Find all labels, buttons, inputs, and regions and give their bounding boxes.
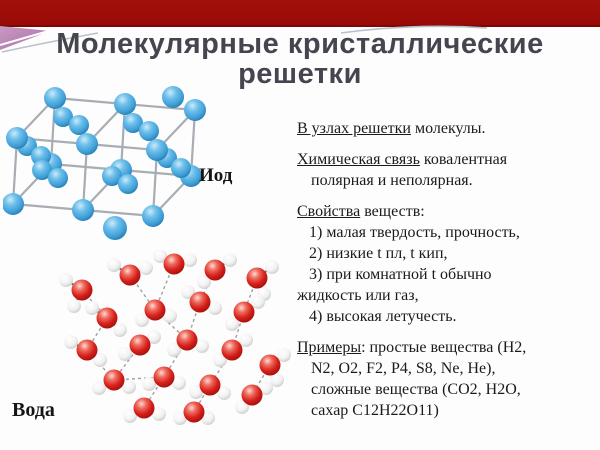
iodine-lattice-image [3, 86, 208, 246]
text-line: полярная и неполярная. [311, 172, 473, 189]
water-label: Вода [12, 399, 55, 421]
text-line: 4) высокая летучесть. [309, 308, 457, 325]
page-title-line1: Молекулярные кристаллические [56, 28, 544, 60]
water-structure-image [52, 250, 297, 428]
text-line: сложные вещества (CO2, H2O, [311, 381, 521, 398]
page-title-line2: решетки [238, 58, 362, 90]
text-line: Примеры: простые вещества (H2, [297, 339, 527, 356]
text-line: В узлах решетки молекулы. [297, 120, 486, 137]
header-bar [0, 0, 600, 27]
properties-text [297, 118, 565, 421]
text-line: жидкость или газ, [297, 287, 419, 304]
text-line: N2, O2, F2, P4, S8, Ne, He), [311, 360, 496, 377]
text-line: 1) малая твердость, прочность, [309, 224, 520, 241]
text-line: 3) при комнатной t обычно [309, 266, 492, 283]
iodine-label: Иод [199, 165, 233, 186]
text-line: Свойства веществ: [297, 203, 425, 220]
text-line: сахар C12H22O11) [311, 402, 439, 419]
page-title [0, 29, 600, 89]
text-line: Химическая связь ковалентная [297, 151, 508, 168]
text-line: 2) низкие t пл, t кип, [309, 245, 448, 262]
